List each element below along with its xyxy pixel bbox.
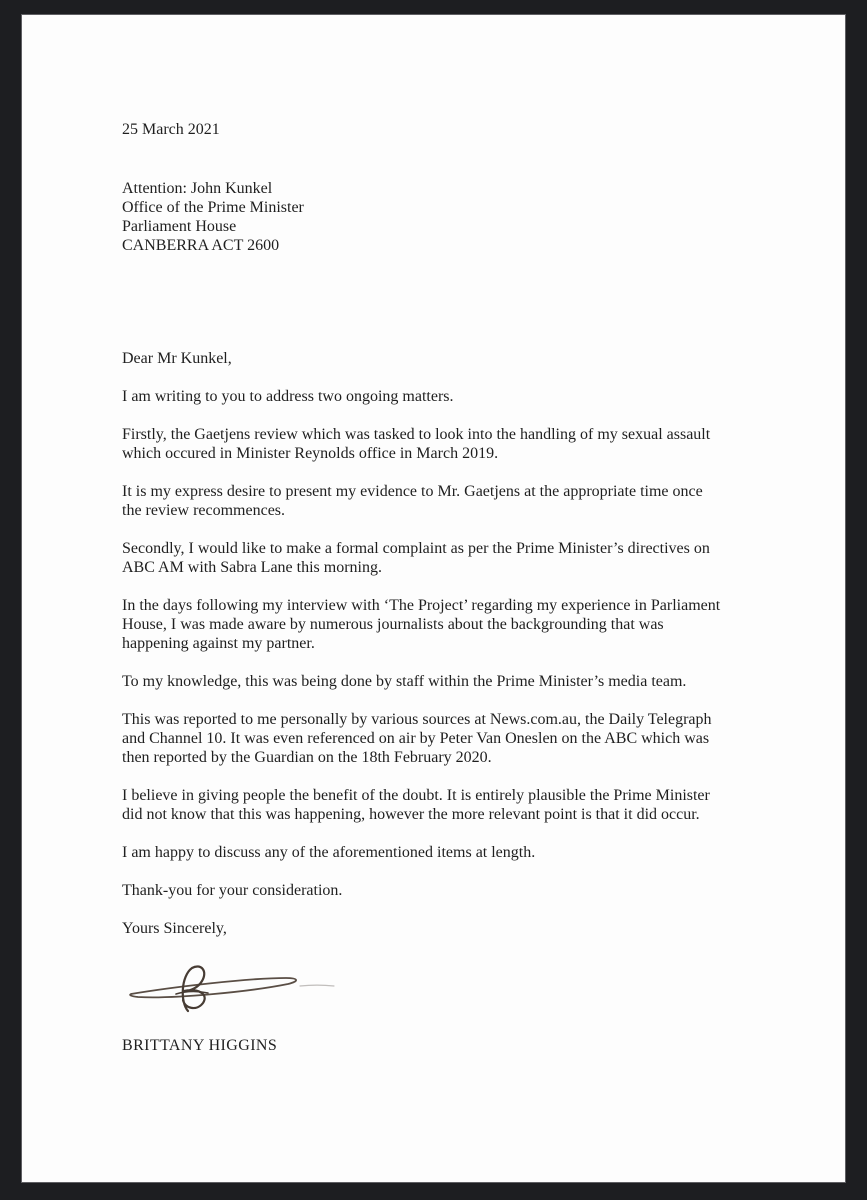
handwritten-signature-icon — [128, 964, 338, 1014]
signature-block — [128, 964, 338, 1014]
letter-content — [122, 120, 822, 1055]
letter-paragraph: Firstly, the Gaetjens review which was tasked to look into the handling of my sexual assault which occured in Minister Reynolds office in March 2019. — [122, 426, 711, 462]
letter-paragraph: In the days following my interview with ‘The Project’ regarding my experience in Parliament House, I was made aware by numerous journalists about the backgrounding that was happening against my partner. — [122, 597, 721, 652]
letter-paragraph: It is my express desire to present my evidence to Mr. Gaetjens at the appropriate time once the review recommences. — [122, 483, 703, 519]
letter-paragraph: I believe in giving people the benefit of the doubt. It is entirely plausible the Prime Minister did not know that this was happening, however the more relevant point is that it did occur. — [122, 787, 710, 823]
letter-paragraph: Thank-you for your consideration. — [122, 882, 343, 899]
letter-paragraph: I am happy to discuss any of the aforementioned items at length. — [122, 844, 536, 861]
recipient-office-line: Office of the Prime Minister — [122, 199, 304, 216]
letter-page — [22, 15, 845, 1182]
letter-paragraph: This was reported to me personally by various sources at News.com.au, the Daily Telegraph and Channel 10. It was even referenced on air by Peter Van Oneslen on the ABC which was then reported by the Guardian on the 18th February 2020. — [122, 711, 712, 766]
closing: Yours Sincerely, — [122, 920, 227, 937]
letter-date: 25 March 2021 — [122, 121, 220, 138]
recipient-address-line: Parliament House — [122, 218, 237, 235]
salutation: Dear Mr Kunkel, — [122, 350, 232, 367]
letter-paragraph: To my knowledge, this was being done by staff within the Prime Minister’s media team. — [122, 673, 687, 690]
letter-paragraph: I am writing to you to address two ongoing matters. — [122, 388, 454, 405]
recipient-address-block — [122, 179, 822, 255]
recipient-city-line: CANBERRA ACT 2600 — [122, 237, 280, 254]
signer-name: BRITTANY HIGGINS — [122, 1037, 278, 1054]
letter-paragraph: Secondly, I would like to make a formal complaint as per the Prime Minister’s directives on ABC AM with Sabra Lane this morning. — [122, 540, 710, 576]
recipient-attention-line: Attention: John Kunkel — [122, 180, 273, 197]
